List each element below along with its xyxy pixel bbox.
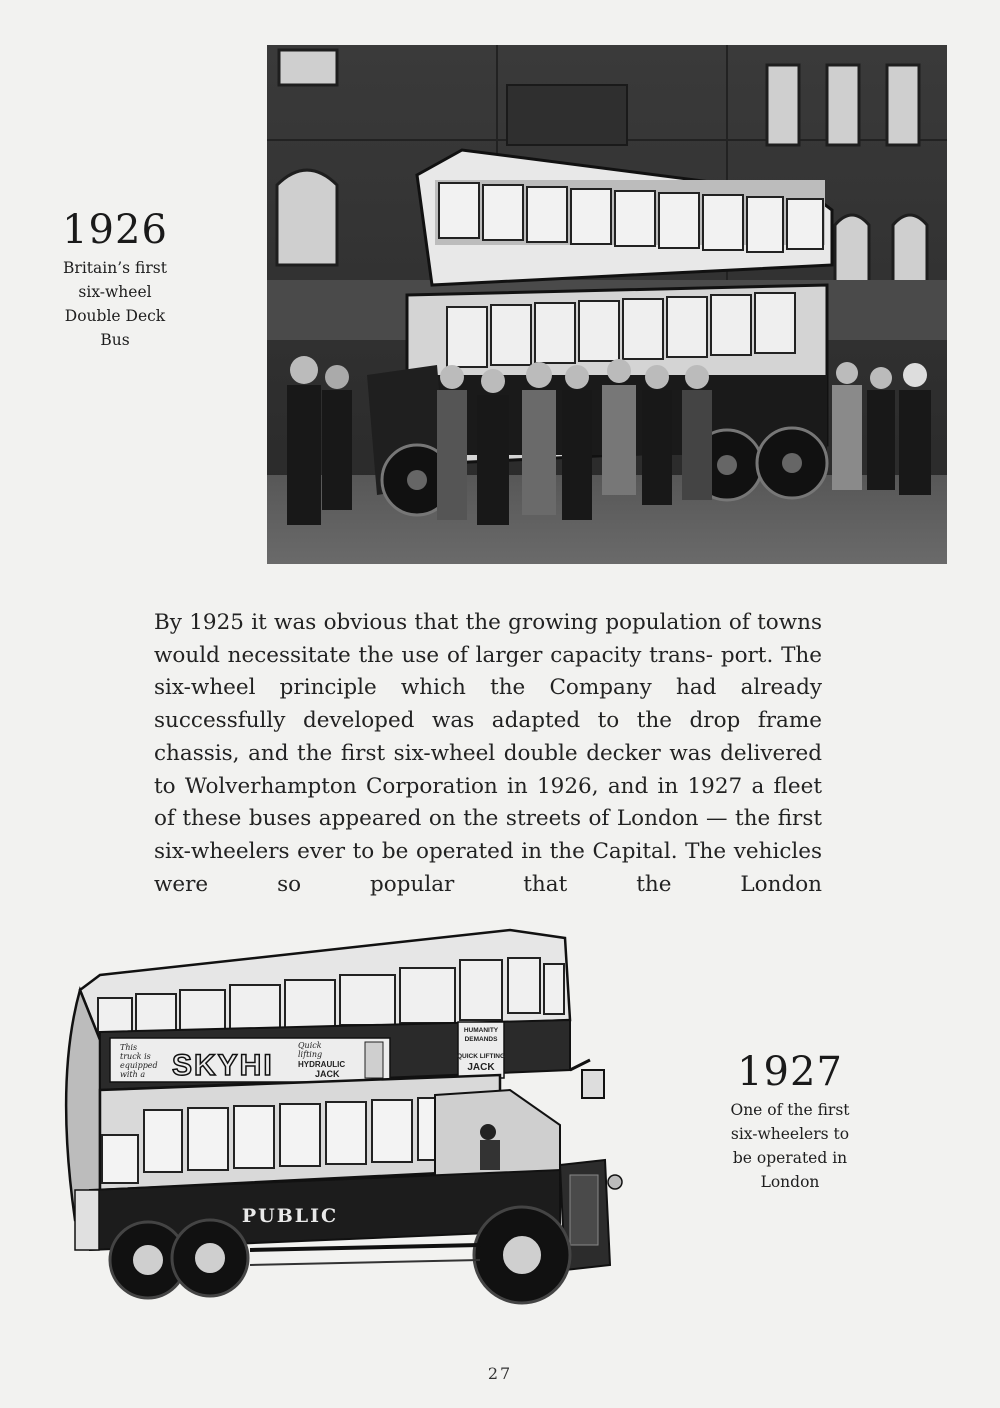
caption-1927-year: 1927 xyxy=(737,1049,843,1095)
page-number: 27 xyxy=(487,1364,513,1383)
caption-1927-line: six-wheelers to xyxy=(730,1125,850,1143)
bus-photo-icon xyxy=(267,45,947,564)
caption-1927 xyxy=(700,1049,880,1194)
caption-1927-text xyxy=(710,1098,870,1194)
fleet-name: PUBLIC xyxy=(241,1205,339,1227)
caption-1926-line: Bus xyxy=(100,331,130,349)
caption-1926-line: Britain’s first xyxy=(63,259,167,277)
caption-1926-text xyxy=(40,256,190,352)
advert-skyhi: SKYHI xyxy=(172,1049,274,1082)
caption-1927-line: London xyxy=(760,1173,820,1191)
side-panel-line: JACK xyxy=(467,1062,495,1073)
double-deck-bus-photo xyxy=(267,45,947,564)
advert-left-line: with a xyxy=(120,1070,146,1079)
caption-1927-line: One of the first xyxy=(730,1101,850,1119)
caption-1926-line: Double Deck xyxy=(64,307,166,325)
caption-1926-year: 1926 xyxy=(62,207,168,253)
side-panel-line: DEMANDS xyxy=(464,1036,498,1043)
body-paragraph: By 1925 it was obvious that the growing population of towns would necessitate the use of larger capacity trans- port. The six-wheel principle which the Company had already successfully developed was adapted to the drop frame chassis, and the first six-wheel double decker was delivered to Wolverhampton Corporation in 1926, and in 1927 a fleet of these buses appeared on the streets of London — the first six-wheelers ever to be operated in the Capital. The vehicles were so popular that the London xyxy=(154,610,822,897)
bus-1927-icon xyxy=(60,920,670,1320)
caption-1927-line: be operated in xyxy=(732,1149,848,1167)
advert-right-line: HYDRAULIC xyxy=(298,1060,346,1069)
advert-right-line: lifting xyxy=(298,1050,323,1059)
advert-left-line: truck is xyxy=(120,1052,151,1061)
caption-1926-line: six-wheel xyxy=(78,283,152,301)
advert-right-line: JACK xyxy=(315,1069,340,1079)
side-panel-line: QUICK LIFTING xyxy=(456,1053,506,1060)
advert-right-line: Quick xyxy=(298,1041,322,1050)
caption-1926 xyxy=(40,207,190,352)
advert-left-line: equipped xyxy=(120,1061,158,1070)
bus-1927-illustration xyxy=(60,920,670,1320)
side-panel-line: HUMANITY xyxy=(463,1027,499,1034)
advert-left-line: This xyxy=(120,1043,138,1052)
